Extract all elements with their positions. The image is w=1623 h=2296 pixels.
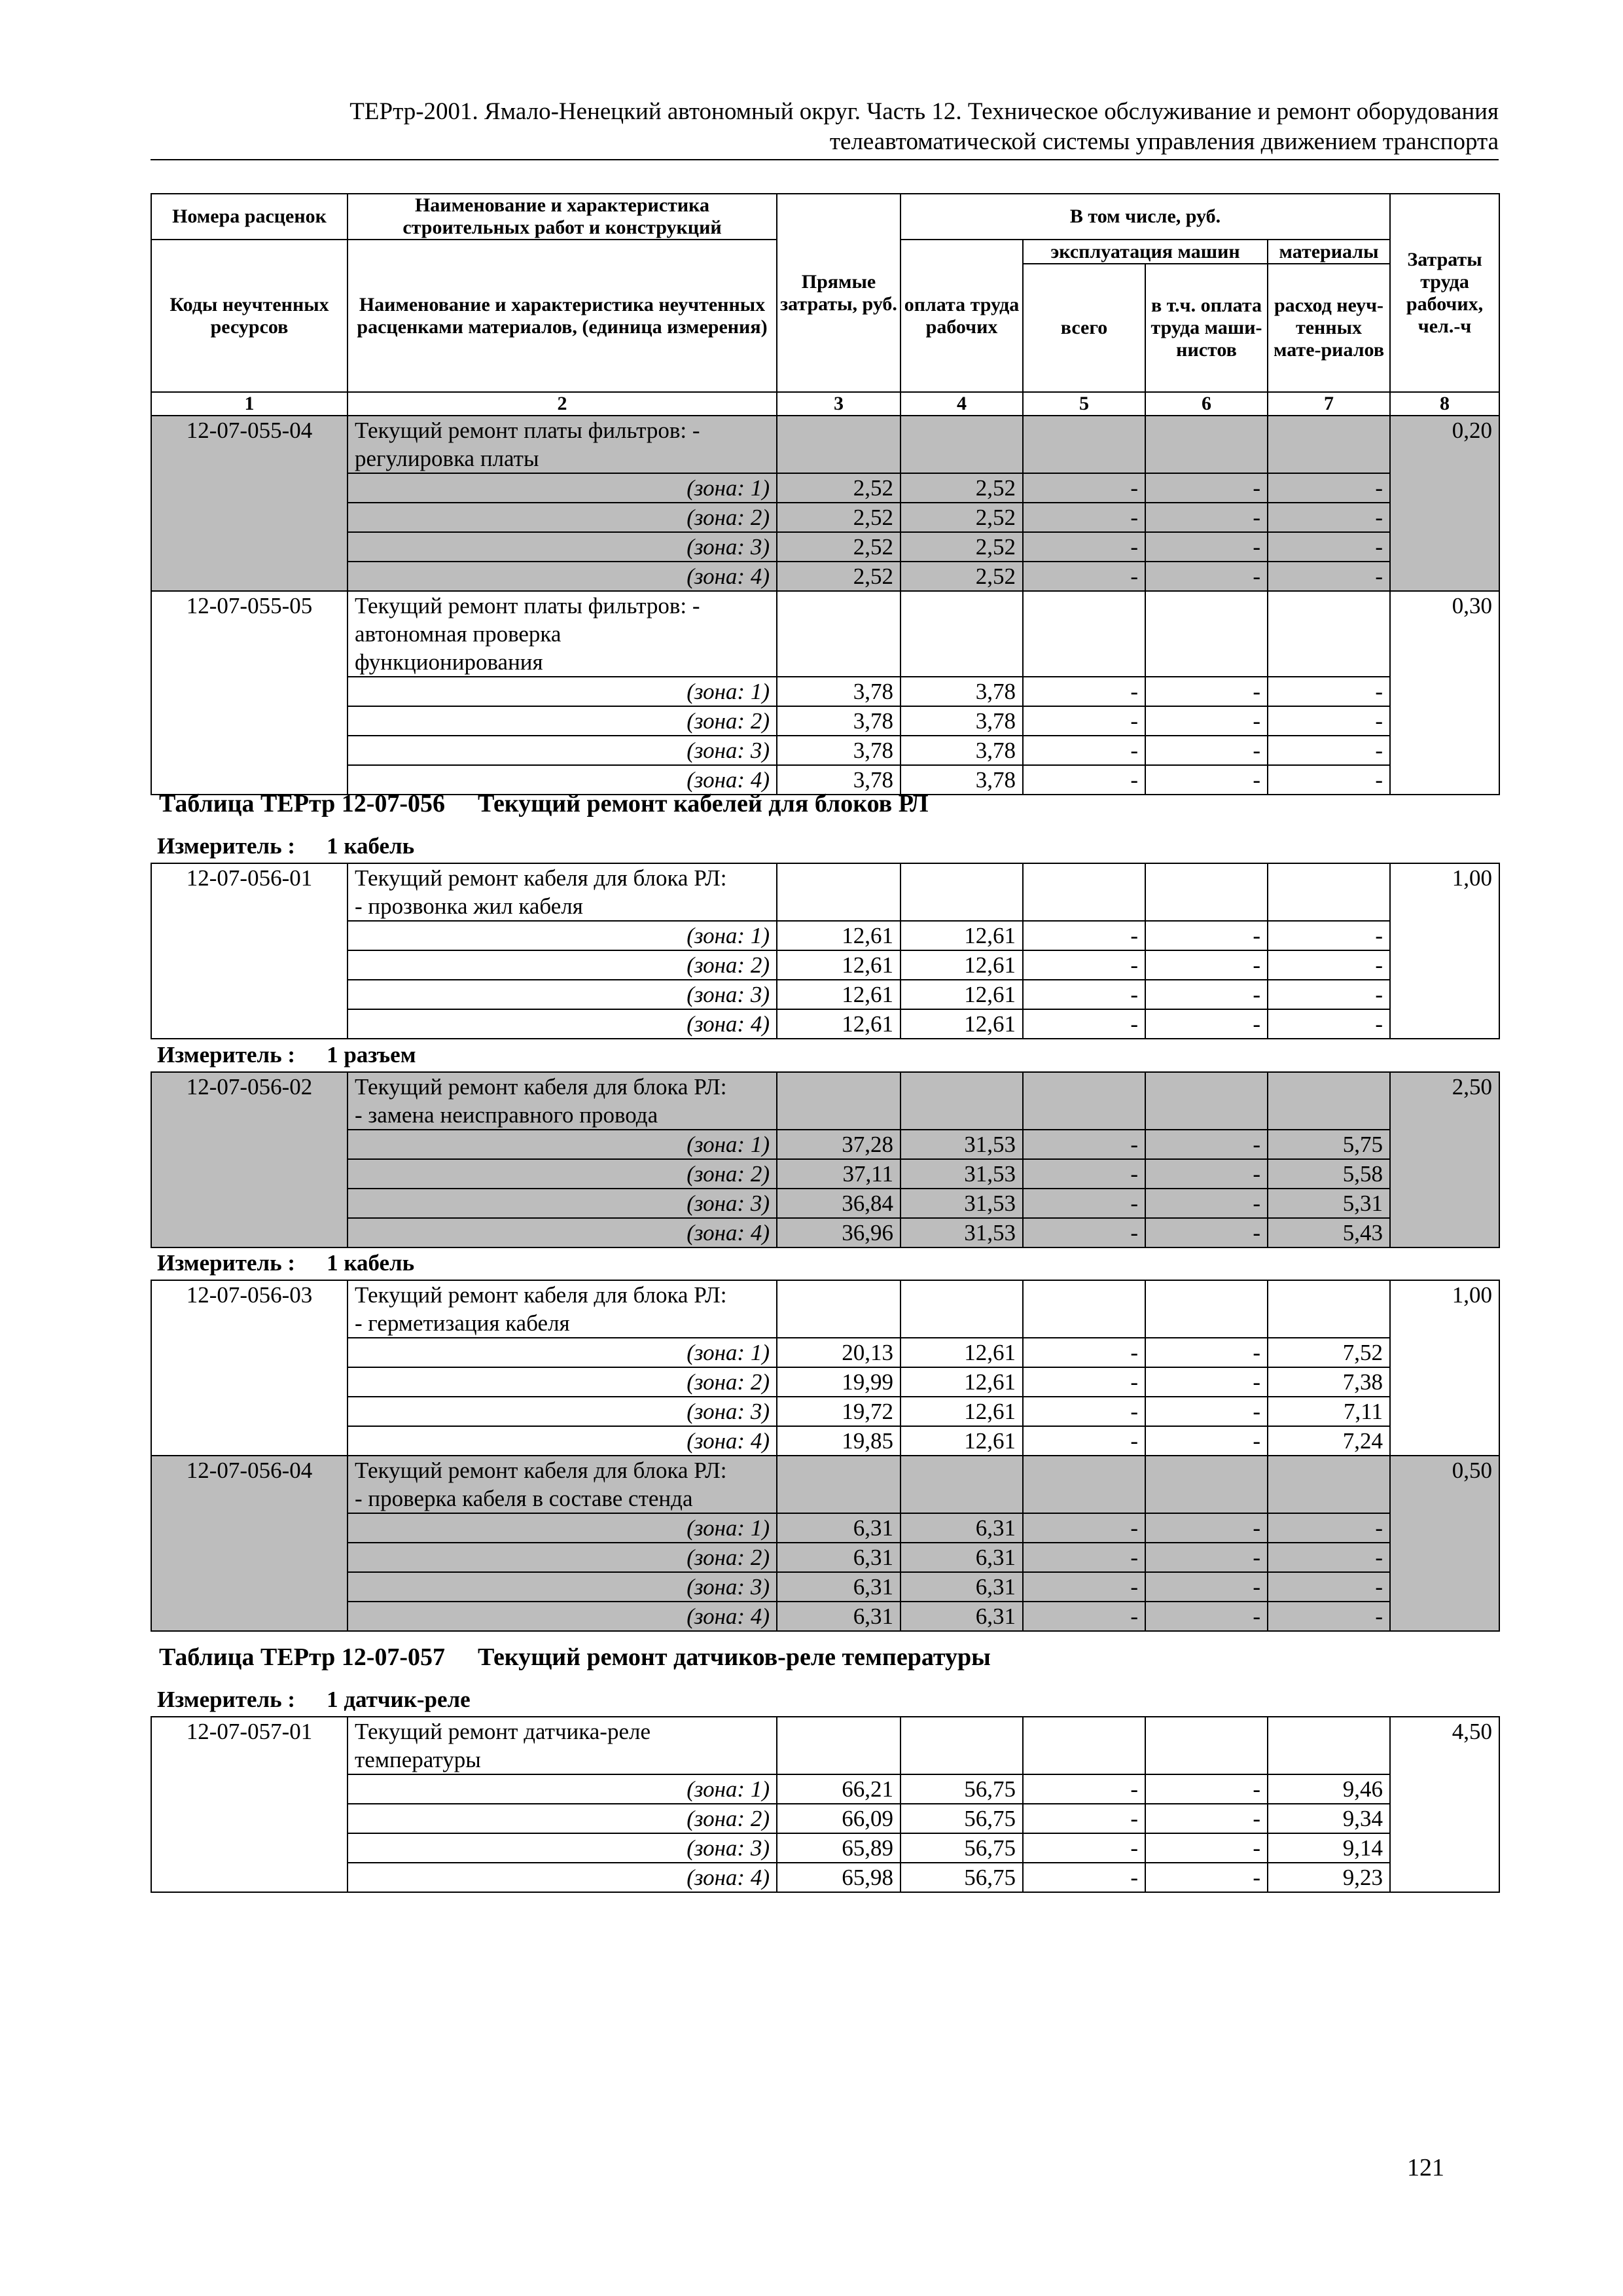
col-head-machine-operation: эксплуатация машин (1023, 240, 1268, 264)
direct-costs: 65,98 (777, 1863, 901, 1892)
zone-label: (зона: 3) (348, 980, 777, 1009)
direct-costs: 12,61 (777, 1009, 901, 1039)
direct-costs: 19,85 (777, 1426, 901, 1456)
workers-pay: 31,53 (901, 1159, 1023, 1189)
direct-costs: 20,13 (777, 1338, 901, 1367)
direct-costs: 66,09 (777, 1804, 901, 1833)
materials-cost: - (1268, 532, 1390, 562)
zone-label: (зона: 4) (348, 1863, 777, 1892)
materials-cost: - (1268, 473, 1390, 503)
entry-title-row (151, 416, 1499, 473)
machine-total: - (1023, 1833, 1145, 1863)
direct-costs: 6,31 (777, 1572, 901, 1602)
machine-total: - (1023, 1774, 1145, 1804)
zone-row (151, 1513, 1499, 1543)
machinists-pay: - (1145, 1602, 1268, 1631)
materials-cost: 7,38 (1268, 1367, 1390, 1397)
zone-label: (зона: 3) (348, 1189, 777, 1218)
entry-title-row (151, 1280, 1499, 1338)
workers-pay: 12,61 (901, 1338, 1023, 1367)
col-number: 8 (1390, 392, 1499, 416)
workers-pay: 56,75 (901, 1804, 1023, 1833)
zone-label: (зона: 2) (348, 1543, 777, 1572)
machinists-pay: - (1145, 1218, 1268, 1247)
materials-cost: - (1268, 950, 1390, 980)
machinists-pay: - (1145, 677, 1268, 706)
rate-code: 12-07-056-02 (151, 1072, 348, 1247)
zone-label: (зона: 4) (348, 1426, 777, 1456)
col-head-workers-pay: оплата труда рабочих (901, 240, 1023, 392)
zone-row (151, 503, 1499, 532)
zone-row (151, 921, 1499, 950)
rate-name-line: функционирования (355, 649, 543, 675)
zone-row (151, 1602, 1499, 1631)
materials-cost: - (1268, 921, 1390, 950)
machine-total: - (1023, 1543, 1145, 1572)
rate-name-line: температуры (355, 1747, 481, 1772)
machinists-pay: - (1145, 1572, 1268, 1602)
rate-name-line: - прозвонка жил кабеля (355, 893, 583, 919)
col-head-unaccounted-materials: расход неуч-тенных мате-риалов (1268, 264, 1390, 392)
machinists-pay: - (1145, 950, 1268, 980)
direct-costs: 12,61 (777, 980, 901, 1009)
measure-label: Измеритель : (157, 1042, 296, 1067)
rates-table-056-01 (151, 863, 1500, 1039)
machinists-pay: - (1145, 1130, 1268, 1159)
machine-total: - (1023, 1426, 1145, 1456)
measure-label: Измеритель : (157, 833, 296, 859)
machine-total: - (1023, 1804, 1145, 1833)
workers-pay: 31,53 (901, 1189, 1023, 1218)
measure-value: 1 датчик-реле (327, 1687, 471, 1712)
zone-label: (зона: 3) (348, 532, 777, 562)
rate-name-line: Текущий ремонт кабеля для блока РЛ: (355, 1282, 727, 1308)
labor-cost: 0,30 (1390, 591, 1499, 795)
zone-label: (зона: 1) (348, 921, 777, 950)
direct-costs: 36,96 (777, 1218, 901, 1247)
machinists-pay: - (1145, 1513, 1268, 1543)
table-code: Таблица ТЕРтр 12-07-056 (159, 790, 446, 817)
rate-entry (151, 863, 1499, 1039)
zone-label: (зона: 3) (348, 1833, 777, 1863)
rate-name (348, 416, 777, 473)
rate-entry (151, 416, 1499, 591)
machine-total: - (1023, 1189, 1145, 1218)
labor-cost: 0,20 (1390, 416, 1499, 591)
workers-pay: 12,61 (901, 1009, 1023, 1039)
zone-row (151, 1774, 1499, 1804)
workers-pay: 31,53 (901, 1130, 1023, 1159)
machine-total: - (1023, 1218, 1145, 1247)
measure-line (157, 833, 414, 859)
direct-costs: 2,52 (777, 562, 901, 591)
rates-table-056-03-04 (151, 1280, 1500, 1632)
col-number: 4 (901, 392, 1023, 416)
machinists-pay: - (1145, 1804, 1268, 1833)
workers-pay: 6,31 (901, 1513, 1023, 1543)
zone-label: (зона: 4) (348, 1602, 777, 1631)
materials-cost: 9,23 (1268, 1863, 1390, 1892)
zone-row (151, 1426, 1499, 1456)
table-code: Таблица ТЕРтр 12-07-057 (159, 1643, 446, 1671)
col-head-numbers: Номера расценок (151, 194, 348, 240)
col-head-including: В том числе, руб. (901, 194, 1390, 240)
rate-entry (151, 591, 1499, 795)
header-line-1: ТЕРтр-2001. Ямало-Ненецкий автономный округ. Часть 12. Техническое обслуживание и ремонт оборудования (349, 98, 1499, 125)
materials-cost: - (1268, 1572, 1390, 1602)
rate-entry (151, 1280, 1499, 1456)
zone-row (151, 677, 1499, 706)
table-caption-056 (159, 789, 929, 818)
materials-cost: 7,24 (1268, 1426, 1390, 1456)
zone-row (151, 1804, 1499, 1833)
machinists-pay: - (1145, 1543, 1268, 1572)
measure-label: Измеритель : (157, 1687, 296, 1712)
direct-costs: 19,72 (777, 1397, 901, 1426)
zone-label: (зона: 2) (348, 1804, 777, 1833)
materials-cost: - (1268, 1513, 1390, 1543)
col-head-total: всего (1023, 264, 1145, 392)
rate-code: 12-07-055-04 (151, 416, 348, 591)
zone-row (151, 980, 1499, 1009)
machine-total: - (1023, 1602, 1145, 1631)
measure-value: 1 кабель (327, 1250, 415, 1276)
machine-total: - (1023, 473, 1145, 503)
rate-name-line: Текущий ремонт платы фильтров: - (355, 418, 700, 443)
materials-cost: 7,52 (1268, 1338, 1390, 1367)
zone-row (151, 1130, 1499, 1159)
rate-name (348, 1072, 777, 1130)
rates-table-056-02 (151, 1071, 1500, 1248)
entry-title-row (151, 863, 1499, 921)
machinists-pay: - (1145, 1833, 1268, 1863)
col-number: 1 (151, 392, 348, 416)
rates-table-top (151, 193, 1500, 795)
zone-label: (зона: 1) (348, 1513, 777, 1543)
zone-row (151, 1863, 1499, 1892)
zone-label: (зона: 4) (348, 562, 777, 591)
zone-label: (зона: 1) (348, 1774, 777, 1804)
machine-total: - (1023, 765, 1145, 795)
zone-row (151, 1189, 1499, 1218)
machinists-pay: - (1145, 1338, 1268, 1367)
workers-pay: 2,52 (901, 473, 1023, 503)
measure-value: 1 кабель (327, 833, 415, 859)
rate-name (348, 863, 777, 921)
direct-costs: 6,31 (777, 1602, 901, 1631)
workers-pay: 12,61 (901, 1426, 1023, 1456)
machine-total: - (1023, 1009, 1145, 1039)
machinists-pay: - (1145, 1189, 1268, 1218)
zone-label: (зона: 2) (348, 950, 777, 980)
machine-total: - (1023, 1130, 1145, 1159)
workers-pay: 56,75 (901, 1774, 1023, 1804)
direct-costs: 3,78 (777, 736, 901, 765)
measure-label: Измеритель : (157, 1250, 296, 1276)
workers-pay: 12,61 (901, 1397, 1023, 1426)
rate-code: 12-07-057-01 (151, 1717, 348, 1892)
entry-title-row (151, 1456, 1499, 1513)
zone-label: (зона: 3) (348, 1397, 777, 1426)
col-head-materials-name: Наименование и характеристика неучтенных расценками материалов, (единица измерения) (348, 240, 777, 392)
machinists-pay: - (1145, 1863, 1268, 1892)
labor-cost: 2,50 (1390, 1072, 1499, 1247)
zone-row (151, 1367, 1499, 1397)
rate-code: 12-07-056-04 (151, 1456, 348, 1631)
labor-cost: 1,00 (1390, 863, 1499, 1039)
labor-cost: 0,50 (1390, 1456, 1499, 1631)
col-head-direct: Прямые затраты, руб. (777, 194, 901, 392)
zone-label: (зона: 4) (348, 1218, 777, 1247)
rate-name-line: автономная проверка (355, 621, 562, 647)
machine-total: - (1023, 503, 1145, 532)
machinists-pay: - (1145, 1159, 1268, 1189)
workers-pay: 12,61 (901, 950, 1023, 980)
machinists-pay: - (1145, 562, 1268, 591)
rate-name-line: - замена неисправного провода (355, 1102, 658, 1128)
col-head-materials: материалы (1268, 240, 1390, 264)
machinists-pay: - (1145, 532, 1268, 562)
zone-row (151, 1218, 1499, 1247)
rate-name-line: регулировка платы (355, 446, 539, 471)
rate-entry (151, 1717, 1499, 1892)
workers-pay: 6,31 (901, 1543, 1023, 1572)
workers-pay: 2,52 (901, 503, 1023, 532)
workers-pay: 3,78 (901, 706, 1023, 736)
zone-row (151, 736, 1499, 765)
machinists-pay: - (1145, 980, 1268, 1009)
measure-line (157, 1042, 416, 1068)
workers-pay: 6,31 (901, 1572, 1023, 1602)
materials-cost: - (1268, 1009, 1390, 1039)
table-caption-057 (159, 1643, 991, 1672)
zone-label: (зона: 1) (348, 677, 777, 706)
col-number: 7 (1268, 392, 1390, 416)
machine-total: - (1023, 1863, 1145, 1892)
entry-title-row (151, 591, 1499, 677)
rate-name (348, 1717, 777, 1774)
materials-cost: - (1268, 1543, 1390, 1572)
rate-name-line: Текущий ремонт платы фильтров: - (355, 593, 700, 619)
materials-cost: - (1268, 765, 1390, 795)
header-line-2: телеавтоматической системы управления движением транспорта (829, 128, 1499, 155)
direct-costs: 3,78 (777, 677, 901, 706)
col-head-codes: Коды неучтенных ресурсов (151, 240, 348, 392)
workers-pay: 3,78 (901, 765, 1023, 795)
machinists-pay: - (1145, 1367, 1268, 1397)
zone-row (151, 1833, 1499, 1863)
machinists-pay: - (1145, 473, 1268, 503)
workers-pay: 2,52 (901, 532, 1023, 562)
rate-name (348, 1280, 777, 1338)
machinists-pay: - (1145, 736, 1268, 765)
machinists-pay: - (1145, 706, 1268, 736)
workers-pay: 56,75 (901, 1863, 1023, 1892)
materials-cost: 9,46 (1268, 1774, 1390, 1804)
machinists-pay: - (1145, 503, 1268, 532)
rate-code: 12-07-056-03 (151, 1280, 348, 1456)
zone-label: (зона: 2) (348, 1367, 777, 1397)
col-head-labor: Затраты труда рабочих, чел.-ч (1390, 194, 1499, 392)
direct-costs: 6,31 (777, 1513, 901, 1543)
rate-name-line: Текущий ремонт кабеля для блока РЛ: (355, 1074, 727, 1100)
workers-pay: 6,31 (901, 1602, 1023, 1631)
materials-cost: 7,11 (1268, 1397, 1390, 1426)
materials-cost: - (1268, 736, 1390, 765)
zone-row (151, 1159, 1499, 1189)
rate-name-line: - проверка кабеля в составе стенда (355, 1486, 693, 1511)
direct-costs: 12,61 (777, 950, 901, 980)
machine-total: - (1023, 1397, 1145, 1426)
zone-row (151, 1397, 1499, 1426)
machine-total: - (1023, 1572, 1145, 1602)
zone-label: (зона: 2) (348, 1159, 777, 1189)
workers-pay: 12,61 (901, 921, 1023, 950)
measure-line (157, 1250, 414, 1276)
col-number: 2 (348, 392, 777, 416)
direct-costs: 2,52 (777, 532, 901, 562)
rate-name (348, 591, 777, 677)
rate-code: 12-07-055-05 (151, 591, 348, 795)
materials-cost: - (1268, 677, 1390, 706)
machine-total: - (1023, 706, 1145, 736)
direct-costs: 12,61 (777, 921, 901, 950)
zone-row (151, 473, 1499, 503)
col-number: 6 (1145, 392, 1268, 416)
workers-pay: 12,61 (901, 980, 1023, 1009)
materials-cost: 5,58 (1268, 1159, 1390, 1189)
rate-name-line: Текущий ремонт кабеля для блока РЛ: (355, 1458, 727, 1483)
running-header (151, 97, 1499, 160)
direct-costs: 6,31 (777, 1543, 901, 1572)
machine-total: - (1023, 677, 1145, 706)
measure-line (157, 1687, 471, 1713)
page-number: 121 (1407, 2154, 1444, 2181)
machinists-pay: - (1145, 921, 1268, 950)
workers-pay: 56,75 (901, 1833, 1023, 1863)
machinists-pay: - (1145, 1774, 1268, 1804)
workers-pay: 2,52 (901, 562, 1023, 591)
workers-pay: 3,78 (901, 736, 1023, 765)
materials-cost: - (1268, 980, 1390, 1009)
labor-cost: 1,00 (1390, 1280, 1499, 1456)
direct-costs: 37,11 (777, 1159, 901, 1189)
machine-total: - (1023, 1338, 1145, 1367)
measure-value: 1 разъем (327, 1042, 416, 1067)
zone-row (151, 1543, 1499, 1572)
zone-label: (зона: 1) (348, 473, 777, 503)
materials-cost: 5,43 (1268, 1218, 1390, 1247)
table-title: Текущий ремонт датчиков-реле температуры (478, 1643, 991, 1671)
zone-row (151, 532, 1499, 562)
workers-pay: 12,61 (901, 1367, 1023, 1397)
col-head-name: Наименование и характеристика строительных работ и конструкций (348, 194, 777, 240)
machine-total: - (1023, 1159, 1145, 1189)
zone-row (151, 706, 1499, 736)
direct-costs: 65,89 (777, 1833, 901, 1863)
table-title: Текущий ремонт кабелей для блоков РЛ (478, 790, 929, 817)
materials-cost: 5,75 (1268, 1130, 1390, 1159)
direct-costs: 3,78 (777, 765, 901, 795)
direct-costs: 2,52 (777, 473, 901, 503)
machinists-pay: - (1145, 1426, 1268, 1456)
zone-row (151, 1009, 1499, 1039)
direct-costs: 3,78 (777, 706, 901, 736)
machine-total: - (1023, 562, 1145, 591)
rate-name-line: - герметизация кабеля (355, 1310, 570, 1336)
rate-name-line: Текущий ремонт кабеля для блока РЛ: (355, 865, 727, 891)
machinists-pay: - (1145, 1009, 1268, 1039)
machine-total: - (1023, 1513, 1145, 1543)
direct-costs: 19,99 (777, 1367, 901, 1397)
materials-cost: - (1268, 706, 1390, 736)
machine-total: - (1023, 532, 1145, 562)
materials-cost: - (1268, 1602, 1390, 1631)
machine-total: - (1023, 980, 1145, 1009)
col-number: 5 (1023, 392, 1145, 416)
machine-total: - (1023, 736, 1145, 765)
rate-name-line: Текущий ремонт датчика-реле (355, 1719, 651, 1744)
zone-label: (зона: 4) (348, 765, 777, 795)
zone-label: (зона: 1) (348, 1130, 777, 1159)
col-head-machinists-pay: в т.ч. оплата труда маши-нистов (1145, 264, 1268, 392)
machine-total: - (1023, 921, 1145, 950)
zone-label: (зона: 4) (348, 1009, 777, 1039)
zone-row (151, 562, 1499, 591)
materials-cost: 5,31 (1268, 1189, 1390, 1218)
zone-row (151, 950, 1499, 980)
direct-costs: 2,52 (777, 503, 901, 532)
zone-row (151, 1338, 1499, 1367)
machinists-pay: - (1145, 1397, 1268, 1426)
materials-cost: - (1268, 562, 1390, 591)
rate-entry (151, 1072, 1499, 1247)
zone-label: (зона: 3) (348, 736, 777, 765)
materials-cost: 9,14 (1268, 1833, 1390, 1863)
direct-costs: 36,84 (777, 1189, 901, 1218)
zone-label: (зона: 3) (348, 1572, 777, 1602)
workers-pay: 31,53 (901, 1218, 1023, 1247)
rate-entry (151, 1456, 1499, 1631)
machinists-pay: - (1145, 765, 1268, 795)
workers-pay: 3,78 (901, 677, 1023, 706)
col-number: 3 (777, 392, 901, 416)
rates-table-057 (151, 1716, 1500, 1893)
direct-costs: 66,21 (777, 1774, 901, 1804)
materials-cost: - (1268, 503, 1390, 532)
zone-label: (зона: 2) (348, 706, 777, 736)
zone-label: (зона: 1) (348, 1338, 777, 1367)
machine-total: - (1023, 1367, 1145, 1397)
machine-total: - (1023, 950, 1145, 980)
entry-title-row (151, 1072, 1499, 1130)
rate-name (348, 1456, 777, 1513)
entry-title-row (151, 1717, 1499, 1774)
zone-row (151, 1572, 1499, 1602)
rate-code: 12-07-056-01 (151, 863, 348, 1039)
direct-costs: 37,28 (777, 1130, 901, 1159)
zone-label: (зона: 2) (348, 503, 777, 532)
materials-cost: 9,34 (1268, 1804, 1390, 1833)
labor-cost: 4,50 (1390, 1717, 1499, 1892)
